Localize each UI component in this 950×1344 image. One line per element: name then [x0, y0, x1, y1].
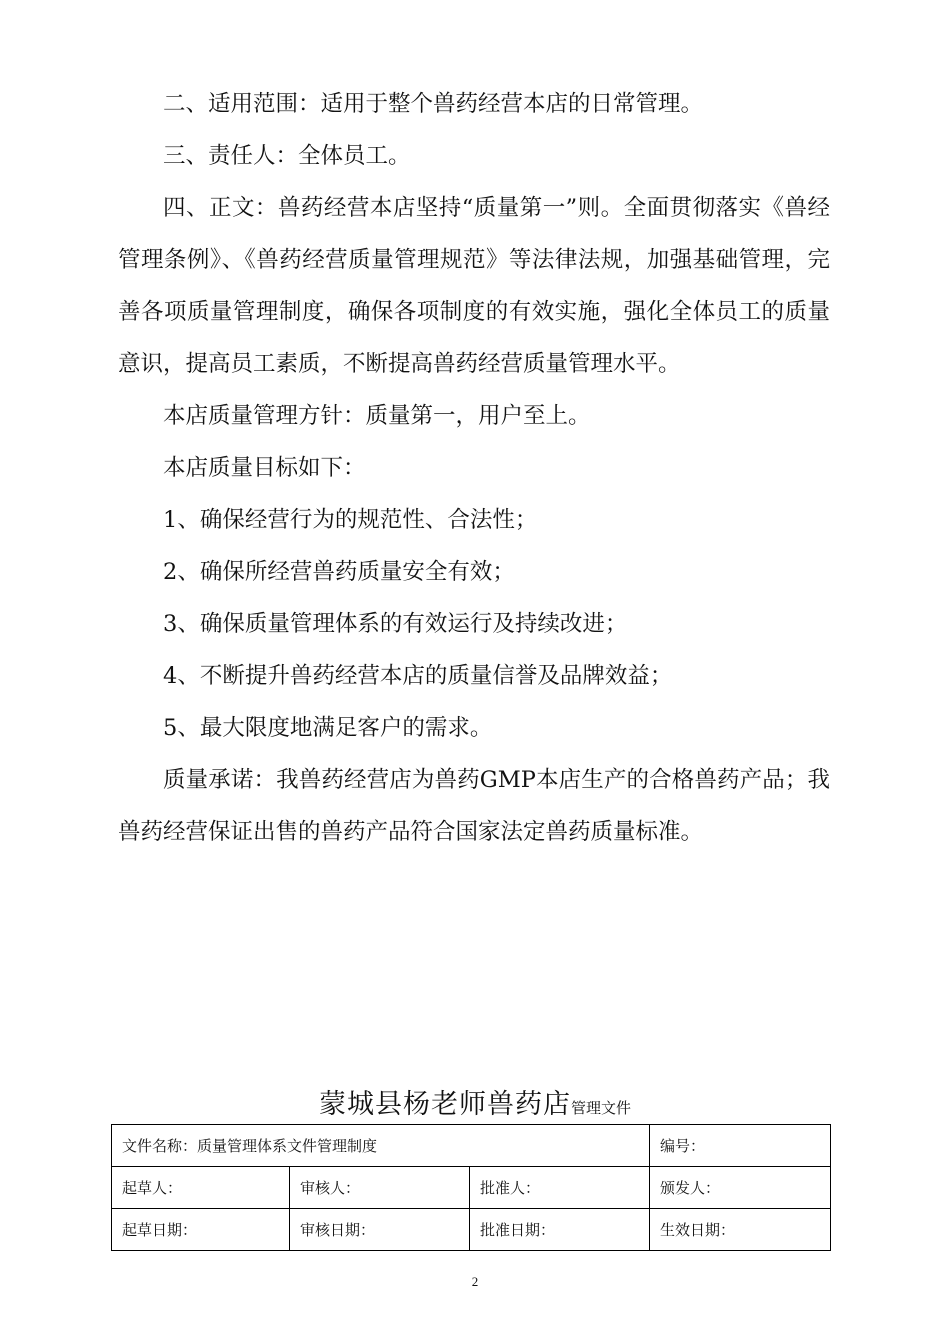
page-number: 2 — [471, 1274, 479, 1289]
table-row — [112, 1125, 831, 1167]
paragraph-policy: 本店质量管理方针：质量第一，用户至上。 — [163, 403, 591, 429]
effective-date-cell: 生效日期： — [650, 1209, 831, 1251]
paragraph-commitment: 质量承诺：我兽药经营店为兽药GMP本店生产的合格兽药产品；我兽药经营保证出售的兽药产品符合国家法定兽药质量标准。 — [118, 767, 830, 845]
document-type: 管理文件 — [570, 1099, 631, 1117]
paragraph-main-text: 四、正文：兽药经营本店坚持“质量第一”则。全面贯彻落实《兽经管理条例》、《兽药经营质量管理规范》等法律法规，加强基础管理，完善各项质量管理制度，确保各项制度的有效实施，强化全体员工的质量意识，提高员工素质，不断提高兽药经营质量管理水平。 — [118, 195, 830, 377]
store-name: 蒙城县杨老师兽药店 — [318, 1089, 571, 1120]
number-cell: 编号： — [650, 1125, 831, 1167]
table-row — [112, 1209, 831, 1251]
document-header-title — [0, 1082, 950, 1121]
goal-item-1: 1、确保经营行为的规范性、合法性； — [163, 507, 538, 533]
paragraph-goals-intro: 本店质量目标如下： — [163, 455, 366, 481]
goal-item-5: 5、最大限度地满足客户的需求。 — [163, 715, 493, 741]
paragraph-responsible: 三、责任人：全体员工。 — [163, 143, 411, 169]
drafter-cell: 起草人： — [112, 1167, 290, 1209]
review-date-cell: 审核日期： — [290, 1209, 470, 1251]
document-body — [118, 78, 830, 858]
approver-cell: 批准人： — [470, 1167, 650, 1209]
reviewer-cell: 审核人： — [290, 1167, 470, 1209]
table-row — [112, 1167, 831, 1209]
goal-item-3: 3、确保质量管理体系的有效运行及持续改进； — [163, 611, 628, 637]
goal-item-4: 4、不断提升兽药经营本店的质量信誉及品牌效益； — [163, 663, 673, 689]
approve-date-cell: 批准日期： — [470, 1209, 650, 1251]
issuer-cell: 颁发人： — [650, 1167, 831, 1209]
document-info-table — [111, 1124, 831, 1251]
goal-item-2: 2、确保所经营兽药质量安全有效； — [163, 559, 515, 585]
draft-date-cell: 起草日期： — [112, 1209, 290, 1251]
paragraph-scope: 二、适用范围：适用于整个兽药经营本店的日常管理。 — [163, 91, 704, 117]
file-name-cell: 文件名称：质量管理体系文件管理制度 — [112, 1125, 650, 1167]
